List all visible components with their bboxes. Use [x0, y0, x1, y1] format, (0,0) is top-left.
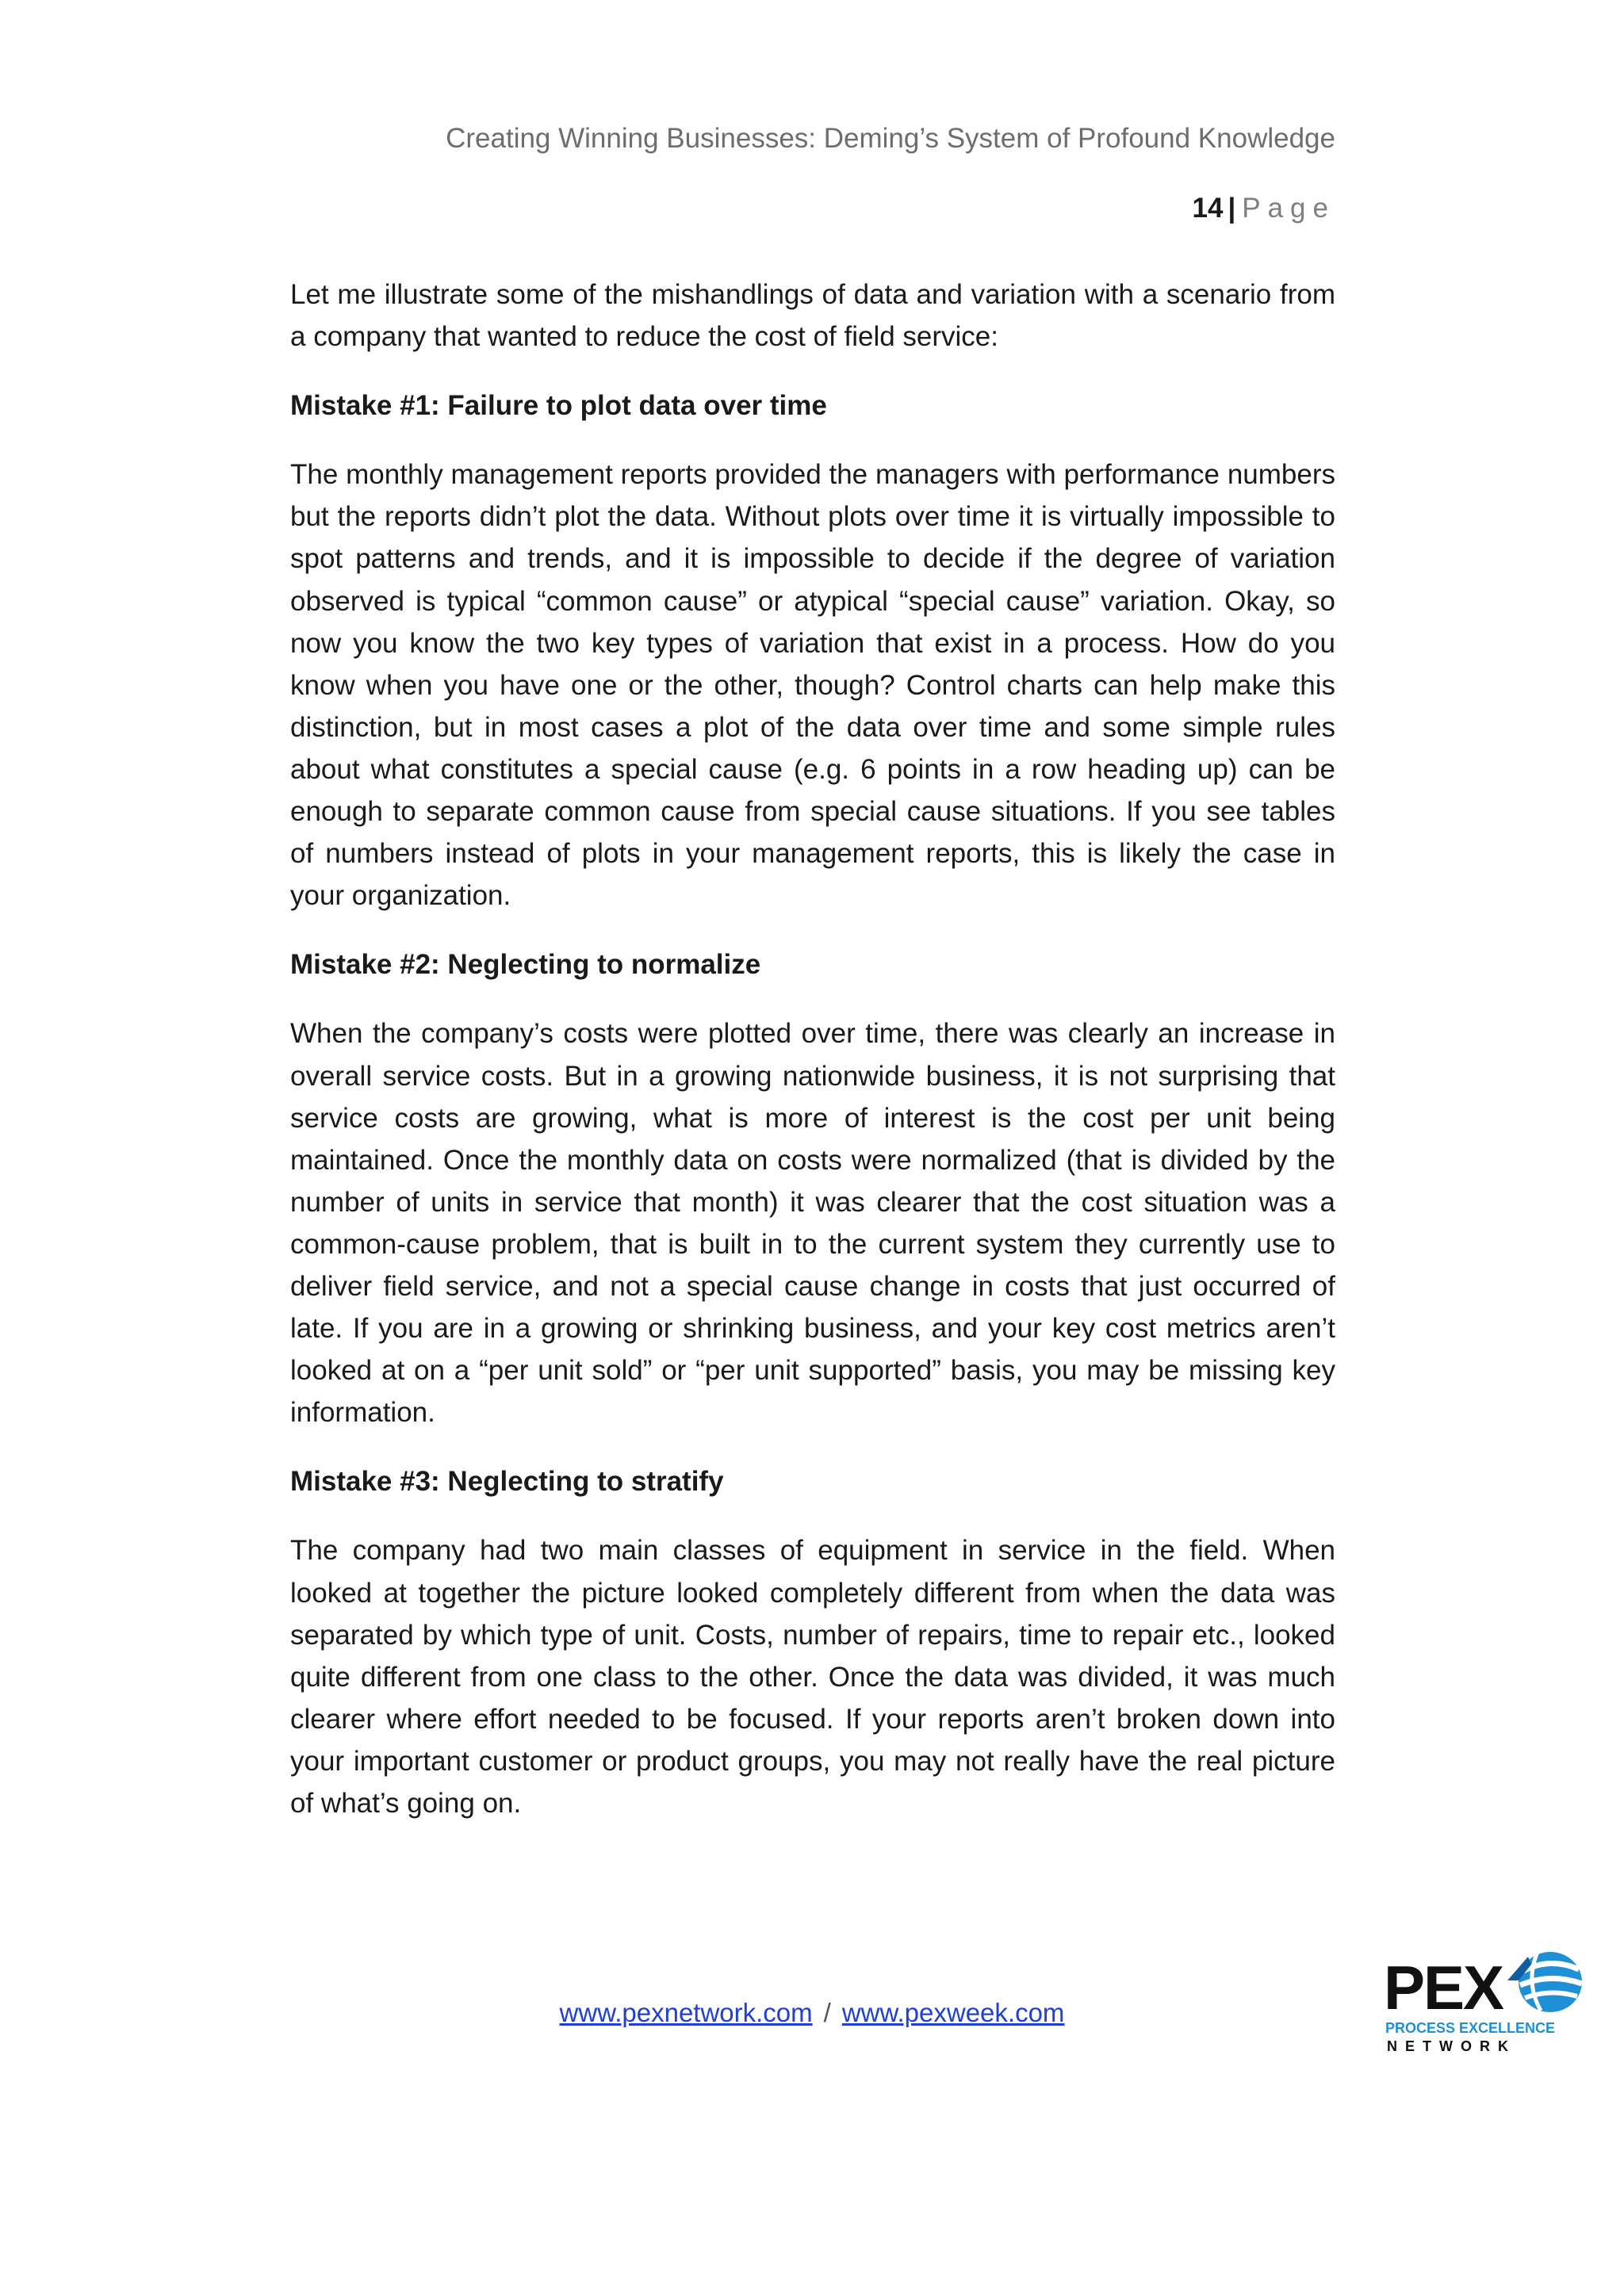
page-separator: |	[1228, 193, 1236, 224]
pexnetwork-link[interactable]: www.pexnetwork.com	[559, 1998, 813, 2027]
logo-line1: PROCESS EXCELLENCE	[1385, 2020, 1556, 2036]
page-number-line	[1193, 193, 1335, 224]
logo-line2: NETWORK	[1387, 2038, 1516, 2054]
page-word: Page	[1242, 193, 1335, 224]
pexweek-link[interactable]: www.pexweek.com	[841, 1998, 1065, 2027]
logo-mark: PEX	[1384, 1953, 1503, 2022]
mistake1-heading: Mistake #1: Failure to plot data over time	[290, 390, 827, 422]
footer-links	[0, 1998, 1624, 2028]
mistake2-heading: Mistake #2: Neglecting to normalize	[290, 949, 761, 981]
mistake3-paragraph: The company had two main classes of equipment in service in the field. When looked at together the picture looked completely different from when the data was separated by which type of unit. Costs, number of repairs, time to repair etc., looked quite different from one class to the other. Once the data was divided, it was much clearer where effort needed to be focused. If your reports aren’t broken down into your important customer or product groups, you may not really have the real picture of what’s going on.	[290, 1535, 1335, 1819]
running-title: Creating Winning Businesses: Deming’s System of Profound Knowledge	[446, 123, 1335, 154]
mistake3-heading: Mistake #3: Neglecting to stratify	[290, 1466, 724, 1498]
pex-logo	[1384, 1934, 1590, 2053]
body-text	[290, 274, 1335, 1851]
mistake2-paragraph: When the company’s costs were plotted over time, there was clearly an increase in overall service costs. But in a growing nationwide business, it is not surprising that service costs are growing, what is more of interest is the cost per unit being maintained. Once the monthly data on costs were normalized (that is divided by the number of units in service that month) it was clearer that the cost situation was a common-cause problem, that is built in to the current system they currently use to deliver field service, and not a special cause change in costs that just occurred of late. If you are in a growing or shrinking business, and your key cost metrics aren’t looked at on a “per unit sold” or “per unit supported” basis, you may be missing key information.	[290, 1018, 1335, 1429]
page-number: 14	[1192, 193, 1224, 224]
globe-icon	[1501, 1941, 1588, 2020]
mistake1-paragraph: The monthly management reports provided the managers with performance numbers but the reports didn’t plot the data. Without plots over time it is virtually impossible to spot patterns and trends, and it is impossible to decide if the degree of variation observed is typical “common cause” or atypical “special cause” variation. Okay, so now you know the two key types of variation that exist in a process. How do you know when you have one or the other, though? Control charts can help make this distinction, but in most cases a plot of the data over time and some simple rules about what constitutes a special cause (e.g. 6 points in a row heading up) can be enough to separate common cause from special cause situations. If you see tables of numbers instead of plots in your management reports, this is likely the case in your organization.	[290, 459, 1335, 912]
intro-paragraph: Let me illustrate some of the mishandlings of data and variation with a scenario from a company that wanted to reduce the cost of field service:	[290, 279, 1335, 353]
footer-separator: /	[823, 1998, 831, 2027]
